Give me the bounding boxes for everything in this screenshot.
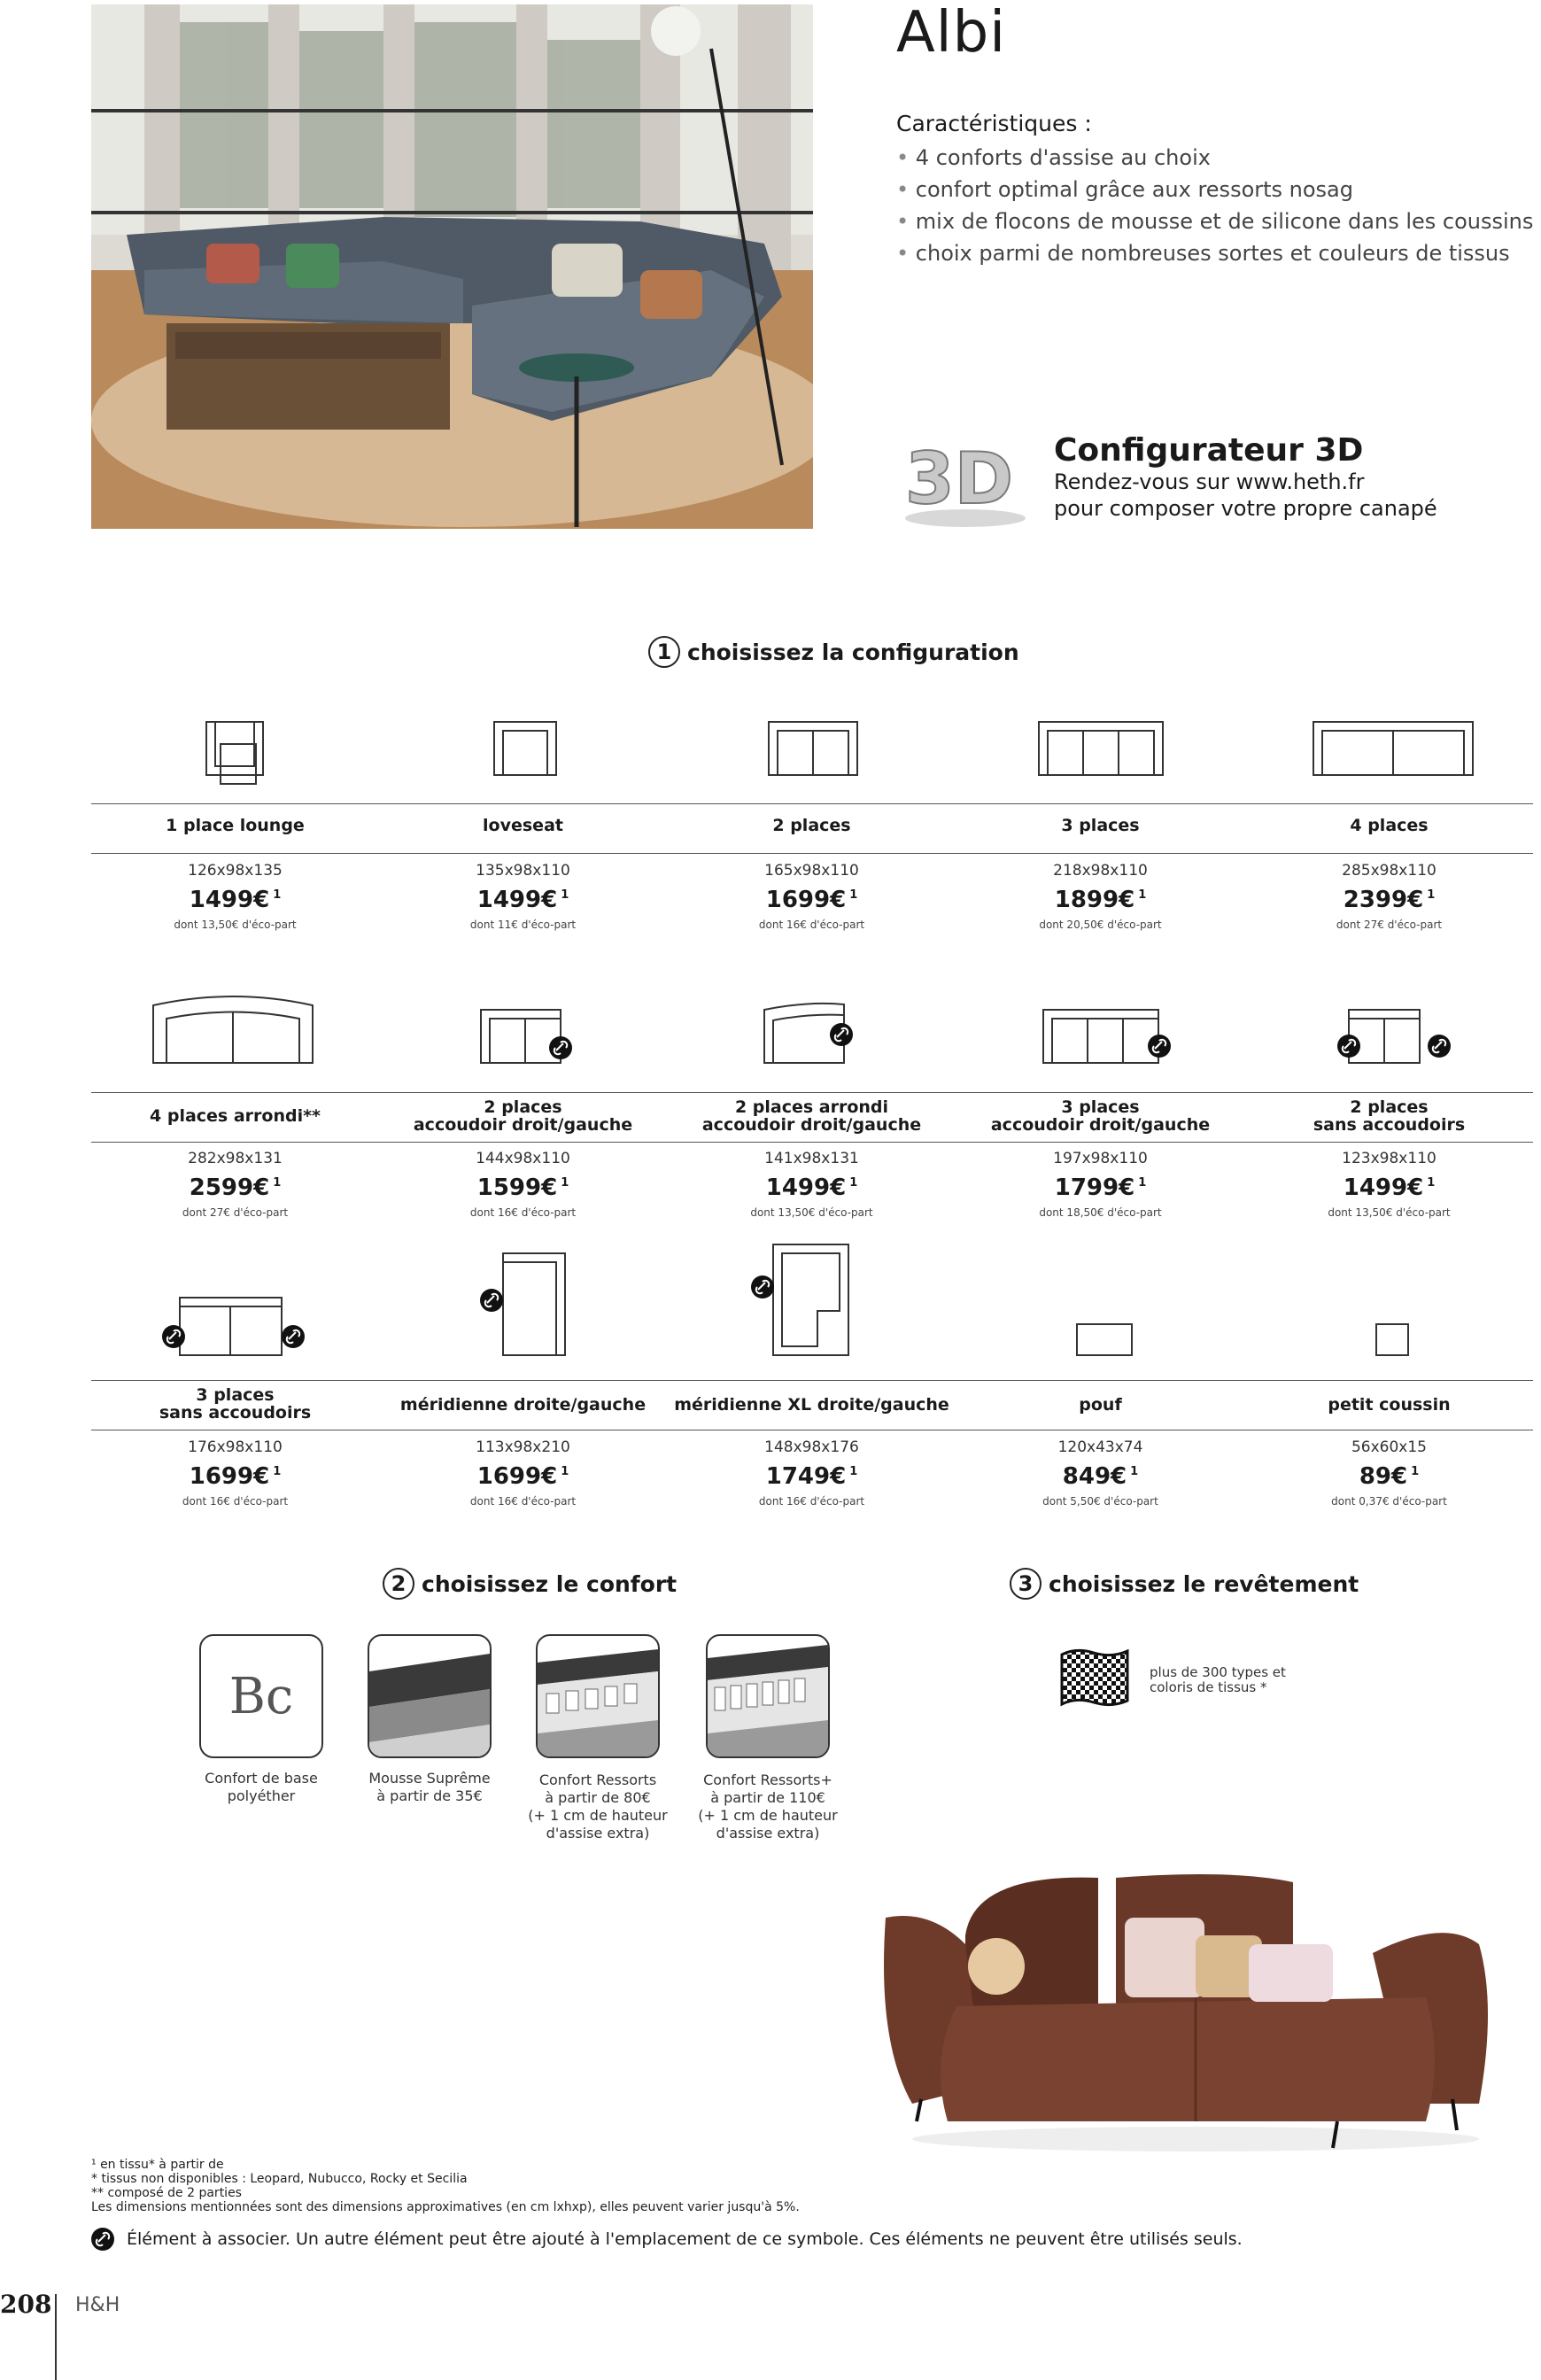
icon-3-places-accoudoir — [1043, 1010, 1158, 1063]
price: 1599€ $^1$ — [476, 1174, 569, 1201]
dimensions: 113x98x210 — [476, 1438, 570, 1456]
eco-part: dont 16€ d'éco-part — [469, 1206, 577, 1219]
dimensions: 120x43x74 — [1057, 1438, 1143, 1456]
price: 1699€ $^1$ — [476, 1463, 569, 1490]
step-3-heading — [1010, 1568, 1359, 1600]
comfort-base-badge: Bc — [228, 1667, 294, 1725]
product-name: 3 places — [1061, 1097, 1140, 1117]
product-name-line2: sans accoudoirs — [1313, 1115, 1466, 1135]
product-info — [668, 1438, 956, 1508]
price: 1899€ $^1$ — [1054, 887, 1147, 913]
product-cell — [956, 1396, 1244, 1414]
product-info — [91, 862, 379, 931]
feature-item: • 4 conforts d'assise au choix — [896, 142, 1533, 174]
eco-part: dont 18,50€ d'éco-part — [1039, 1206, 1162, 1219]
comfort-ressorts-plus-icon — [706, 1634, 830, 1758]
dimensions: 282x98x131 — [188, 1150, 283, 1167]
icon-4-places — [1313, 722, 1473, 775]
product-info — [956, 862, 1244, 931]
link-symbol-icon — [91, 2228, 114, 2251]
product-name: méridienne XL droite/gauche — [674, 1395, 949, 1415]
step-number: 1 — [648, 636, 680, 668]
hero-photo-living-room — [91, 4, 813, 529]
product-name-line2: accoudoir droit/gauche — [413, 1115, 633, 1135]
product-name: méridienne droite/gauche — [399, 1395, 647, 1415]
product-name: 1 place lounge — [166, 816, 305, 835]
price: 849€ $^1$ — [1062, 1463, 1139, 1490]
product-name: 3 places — [1061, 816, 1140, 835]
product-cell — [956, 817, 1244, 834]
divider — [91, 853, 1533, 854]
dimensions: 218x98x110 — [1053, 862, 1148, 880]
product-name: petit coussin — [1328, 1395, 1451, 1415]
icon-1-place-lounge — [206, 722, 263, 784]
configurator-title: Configurateur 3D — [1054, 432, 1364, 469]
legend-text: Élément à associer. Un autre élément peut être ajouté à l'emplacement de ce symbole. Ces éléments ne peuvent être utilisés seuls. — [127, 2229, 1243, 2249]
icon-3-places-sans-accoudoirs — [180, 1298, 282, 1355]
product-cell — [956, 1098, 1244, 1134]
dimensions: 141x98x131 — [764, 1150, 859, 1167]
divider — [91, 1092, 1533, 1093]
comfort-base-label: Confort de base polyéther — [205, 1770, 318, 1804]
divider — [91, 803, 1533, 804]
product-info — [379, 1150, 667, 1219]
product-info — [956, 1438, 1244, 1508]
icon-2-places — [769, 722, 857, 775]
product-name: pouf — [1079, 1395, 1122, 1415]
eco-part: dont 20,50€ d'éco-part — [1039, 919, 1162, 931]
eco-part: dont 16€ d'éco-part — [758, 919, 865, 931]
eco-part: dont 16€ d'éco-part — [469, 1495, 577, 1508]
dimensions: 197x98x110 — [1053, 1150, 1148, 1167]
configurator-3d-icon — [902, 425, 1030, 531]
footnote: * tissus non disponibles : Leopard, Nubucco, Rocky et Secilia — [91, 2172, 468, 2186]
product-name: 4 places — [1350, 816, 1429, 835]
dimensions: 135x98x110 — [476, 862, 570, 880]
feature-item: • confort optimal grâce aux ressorts nosag — [896, 174, 1533, 205]
product-cell — [668, 1396, 956, 1414]
price: 1499€ $^1$ — [1343, 1174, 1436, 1201]
comfort-ressorts-icon — [536, 1634, 660, 1758]
price: 1499€ $^1$ — [189, 887, 282, 913]
feature-item: • choix parmi de nombreuses sortes et couleurs de tissus — [896, 237, 1533, 269]
comfort-ressorts-label: Confort Ressorts à partir de 80€ (+ 1 cm de hauteur d'assise extra) — [528, 1771, 668, 1841]
eco-part: dont 0,37€ d'éco-part — [1331, 1495, 1447, 1508]
dimensions: 285x98x110 — [1342, 862, 1436, 880]
product-name: loveseat — [483, 816, 563, 835]
icon-3-places — [1039, 722, 1163, 775]
price: 1699€ $^1$ — [765, 887, 858, 913]
step-1-heading — [648, 636, 1019, 668]
product-cell — [91, 1386, 379, 1422]
icon-meridienne-xl — [773, 1244, 848, 1355]
icon-4-places-arrondi — [153, 996, 313, 1063]
product-cell — [668, 1098, 956, 1134]
eco-part: dont 5,50€ d'éco-part — [1042, 1495, 1158, 1508]
product-info — [668, 862, 956, 931]
step-label: choisissez le confort — [422, 1570, 678, 1597]
product-info — [668, 1150, 956, 1219]
product-info — [379, 1438, 667, 1508]
price: 1799€ $^1$ — [1054, 1174, 1147, 1201]
comfort-base-icon — [199, 1634, 323, 1758]
step-2-heading — [383, 1568, 677, 1600]
product-name: 3 places — [196, 1385, 275, 1405]
price: 2599€ $^1$ — [189, 1174, 282, 1201]
dimensions: 165x98x110 — [764, 862, 859, 880]
icon-meridienne — [503, 1253, 565, 1355]
eco-part: dont 13,50€ d'éco-part — [174, 919, 297, 931]
footnote: ** composé de 2 parties — [91, 2186, 242, 2200]
product-info — [1245, 862, 1533, 931]
icon-pouf — [1077, 1324, 1132, 1355]
product-cell — [668, 817, 956, 834]
row1-sofa-icons — [91, 709, 1533, 797]
step-label: choisissez la configuration — [687, 639, 1019, 665]
features-title: Caractéristiques : — [896, 111, 1092, 136]
product-name: 2 places — [484, 1097, 562, 1117]
price: 1499€ $^1$ — [476, 887, 569, 913]
product-info — [1245, 1438, 1533, 1508]
feature-item: • mix de flocons de mousse et de silicone dans les coussins — [896, 205, 1533, 237]
product-name: 2 places arrondi — [734, 1097, 889, 1117]
dimensions: 176x98x110 — [188, 1438, 283, 1456]
product-info — [91, 1150, 379, 1219]
configurator-desc: pour composer votre propre canapé — [1054, 496, 1437, 521]
eco-part: dont 11€ d'éco-part — [469, 919, 577, 931]
features-list — [896, 142, 1533, 269]
legend — [91, 2228, 1243, 2251]
product-cell — [1245, 1396, 1533, 1414]
dimensions: 123x98x110 — [1342, 1150, 1436, 1167]
step-number: 2 — [383, 1568, 414, 1600]
eco-part: dont 16€ d'éco-part — [182, 1495, 289, 1508]
product-name-line2: accoudoir droit/gauche — [701, 1115, 922, 1135]
product-info — [1245, 1150, 1533, 1219]
page-number: 208 — [0, 2290, 52, 2319]
price: 1749€ $^1$ — [765, 1463, 858, 1490]
comfort-mousse-icon — [368, 1634, 492, 1758]
fabric-swatch-icon — [1058, 1646, 1131, 1709]
fabric-text: plus de 300 types et coloris de tissus * — [1150, 1664, 1286, 1695]
configurator-badge: 3D — [905, 438, 1014, 520]
dimensions: 126x98x135 — [188, 862, 283, 880]
product-name-line2: accoudoir droit/gauche — [990, 1115, 1211, 1135]
configurator-url-text: Rendez-vous sur www.heth.fr — [1054, 469, 1365, 494]
eco-part: dont 16€ d'éco-part — [758, 1495, 865, 1508]
eco-part: dont 27€ d'éco-part — [182, 1206, 289, 1219]
price: 1499€ $^1$ — [765, 1174, 858, 1201]
brand-name: H&H — [75, 2294, 120, 2316]
product-cell — [91, 817, 379, 834]
footnote: ¹ en tissu* à partir de — [91, 2158, 224, 2172]
product-cell — [379, 1396, 667, 1414]
product-info — [956, 1150, 1244, 1219]
price: 1699€ $^1$ — [189, 1463, 282, 1490]
product-cell — [1245, 817, 1533, 834]
icon-petit-coussin — [1376, 1324, 1408, 1355]
product-cell — [91, 1107, 379, 1125]
footnotes — [91, 2158, 800, 2214]
product-name-line2: sans accoudoirs — [159, 1403, 312, 1423]
dimensions: 56x60x15 — [1351, 1438, 1428, 1456]
dimensions: 144x98x110 — [476, 1150, 570, 1167]
product-info — [379, 862, 667, 931]
product-cell — [379, 817, 667, 834]
icon-loveseat — [494, 722, 556, 775]
row2-sofa-icons — [91, 992, 1533, 1081]
product-info — [91, 1438, 379, 1508]
footnote: Les dimensions mentionnées sont des dimensions approximatives (en cm lxhxp), elles peuvent varier jusqu'à 5%. — [91, 2200, 800, 2214]
eco-part: dont 13,50€ d'éco-part — [750, 1206, 873, 1219]
price: 2399€ $^1$ — [1343, 887, 1436, 913]
divider — [91, 1142, 1533, 1143]
eco-part: dont 13,50€ d'éco-part — [1328, 1206, 1451, 1219]
dimensions: 148x98x176 — [764, 1438, 859, 1456]
product-cell — [1245, 1098, 1533, 1134]
comfort-mousse-label: Mousse Suprême à partir de 35€ — [368, 1770, 491, 1804]
comfort-ressorts-plus-label: Confort Ressorts+ à partir de 110€ (+ 1 cm de hauteur d'assise extra) — [698, 1771, 838, 1841]
footer-divider — [55, 2294, 57, 2380]
product-cell — [379, 1098, 667, 1134]
eco-part: dont 27€ d'éco-part — [1336, 919, 1443, 931]
product-name: 2 places — [1350, 1097, 1429, 1117]
divider — [91, 1380, 1533, 1381]
brown-sofa-photo — [877, 1864, 1497, 2157]
step-number: 3 — [1010, 1568, 1042, 1600]
product-name: 2 places — [772, 816, 851, 835]
product-name: 4 places arrondi** — [150, 1106, 321, 1126]
price: 89€ $^1$ — [1359, 1463, 1420, 1490]
product-title: Albi — [896, 0, 1006, 66]
row3-sofa-icons — [91, 1240, 1533, 1364]
step-label: choisissez le revêtement — [1049, 1570, 1359, 1597]
